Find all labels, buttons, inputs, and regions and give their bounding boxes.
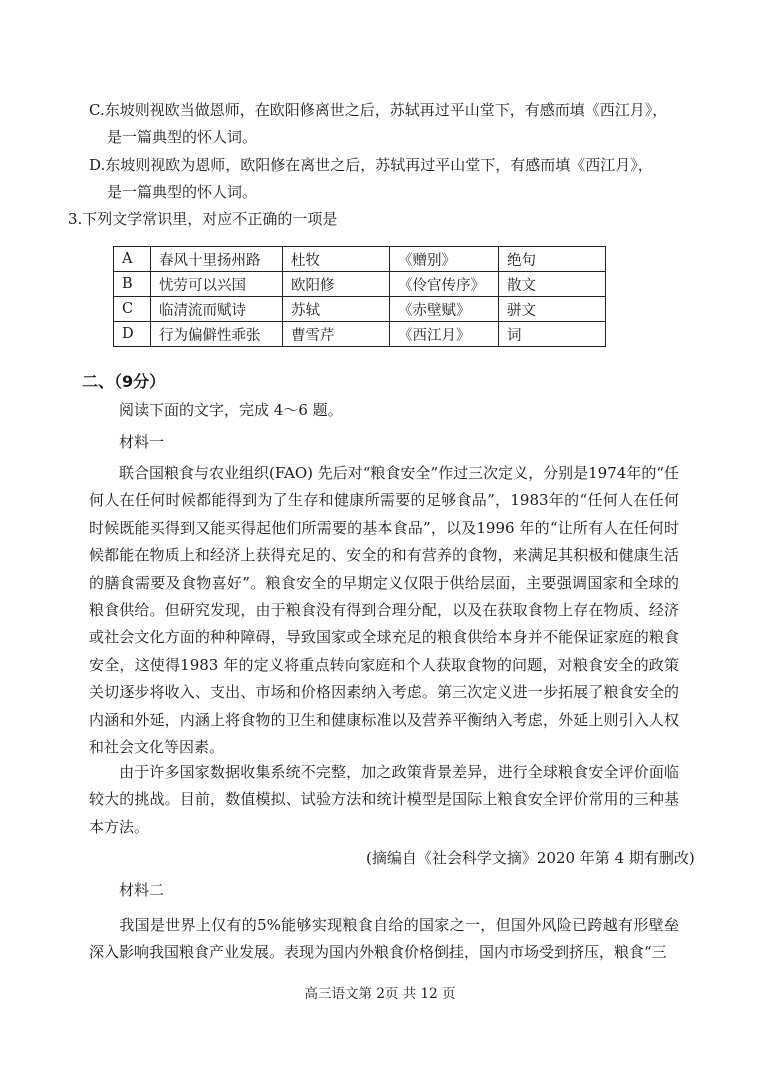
table-cell: B	[114, 272, 151, 297]
table-row	[114, 322, 606, 347]
table-cell: 绝句	[499, 247, 606, 272]
table-cell: 忧劳可以兴国	[151, 272, 283, 297]
material-1-paragraph-1: 联合国粮食与农业组织(FAO) 先后对“粮食安全”作过三次定义，分别是1974年的“任何人在任何时候都能得到为了生存和健康所需要的足够食品”，1983年的“任何人在任何时候既能买得到又能买得起他们所需要的基本食品”，以及1996 年的“让所有人在任何时候都能在物质上和经济上获得充足的、安全的和有营养的食物，来满足其积极和健康生活的膳食需要及食物喜好”。粮食安全的早期定义仅限于供给层面，主要强调国家和全球的粮食供给。但研究发现，由于粮食没有得到合理分配，以及在获取食物上存在物质、经济或社会文化方面的种种障碍，导致国家或全球充足的粮食供给本身并不能保证家庭的粮食安全，这使得1983 年的定义将重点转向家庭和个人获取食物的问题，对粮食安全的政策关切逐步将收入、支出、市场和价格因素纳入考虑。第三次定义进一步拓展了粮食安全的内涵和外延，内涵上将食物的卫生和健康标准以及营养平衡纳入考虑，外延上则引入人权和社会文化等因素。	[89, 464, 679, 757]
table-cell: 《赠别》	[390, 247, 499, 272]
table-cell: 词	[499, 322, 606, 347]
table-row	[114, 297, 606, 322]
table-row	[114, 272, 606, 297]
material-2-paragraph-1: 我国是世界上仅有的5%能够实现粮食自给的国家之一，但国外风险已跨越有形壁垒深入影响我国粮食产业发展。表现为国内外粮食价格倒挂，国内市场受到挤压，粮食“三	[89, 916, 679, 962]
choice-d-line2: 是一篇典型的怀人词。	[107, 183, 258, 201]
question-3-stem: 3.下列文学常识里，对应不正确的一项是	[68, 210, 338, 228]
table-cell: 《赤壁赋》	[390, 297, 499, 322]
section-heading: 二、（9分）	[82, 372, 166, 391]
table-cell: 临清流而赋诗	[151, 297, 283, 322]
table-cell: A	[114, 247, 151, 272]
choice-c-line2: 是一篇典型的怀人词。	[107, 128, 258, 146]
table-cell: 春风十里扬州路	[151, 247, 283, 272]
table-cell: 杜牧	[283, 247, 390, 272]
table-cell: 行为偏僻性乖张	[151, 322, 283, 347]
table-cell: 《伶官传序》	[390, 272, 499, 297]
table-cell: 《西江月》	[390, 322, 499, 347]
reading-instruction: 阅读下面的文字，完成 4～6 题。	[119, 401, 343, 419]
table-cell: 欧阳修	[283, 272, 390, 297]
material-1-paragraph-2: 由于许多国家数据收集系统不完整，加之政策背景差异，进行全球粮食安全评价面临较大的挑战。目前，数值模拟、试验方法和统计模型是国际上粮食安全评价常用的三种基本方法。	[89, 763, 679, 836]
table-cell: D	[114, 322, 151, 347]
table-row	[114, 247, 606, 272]
page-footer: 高三语文第 2页 共 12 页	[304, 986, 456, 1002]
table-cell: 苏轼	[283, 297, 390, 322]
answer-table	[113, 246, 606, 347]
material-1-title: 材料一	[119, 433, 165, 451]
choice-d-line1: D.东坡则视欧为恩师，欧阳修在离世之后，苏轼再过平山堂下，有感而填《西江月》，	[89, 156, 653, 174]
table-cell: 曹雪芹	[283, 322, 390, 347]
table-cell: 骈文	[499, 297, 606, 322]
table-cell: 散文	[499, 272, 606, 297]
choice-c-line1: C.东坡则视欧当做恩师，在欧阳修离世之后，苏轼再过平山堂下，有感而填《西江月》，	[89, 101, 668, 119]
table-cell: C	[114, 297, 151, 322]
material-2-title: 材料二	[119, 881, 165, 899]
source-citation: (摘编自《社会科学文摘》2020 年第 4 期有删改)	[366, 849, 695, 867]
